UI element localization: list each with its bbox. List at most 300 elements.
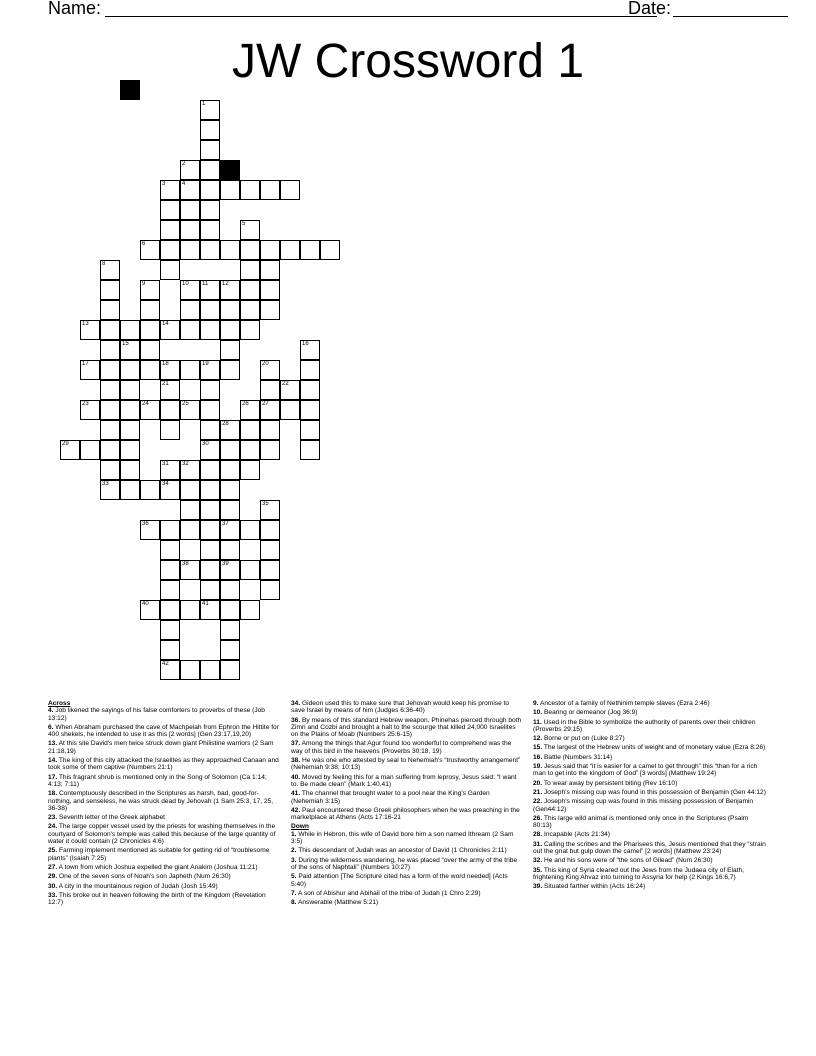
clue-text: The large copper vessel used by the priests for washing themselves in the courtyard of Solomon's temple was called this because of the large quantity of water it could contain (2 Chronicles 4:6) — [48, 823, 276, 846]
crossword-cell[interactable] — [160, 580, 180, 600]
crossword-cell[interactable] — [220, 340, 240, 360]
crossword-cell[interactable] — [260, 300, 280, 320]
clue-item — [48, 892, 280, 907]
crossword-cell[interactable] — [300, 240, 320, 260]
crossword-cell[interactable] — [200, 600, 220, 620]
clue-item — [533, 744, 768, 751]
crossword-cell[interactable] — [220, 540, 240, 560]
across-header: Across — [48, 700, 71, 707]
clue-item — [533, 763, 768, 778]
clue-text: This broke out in heaven following the birth of the Kingdom (Revelation 12:7) — [48, 891, 266, 907]
crossword-cell[interactable] — [180, 220, 200, 240]
clues-column-1 — [48, 700, 280, 908]
clue-item — [533, 754, 768, 761]
crossword-cell[interactable] — [100, 380, 120, 400]
crossword-cell[interactable] — [260, 180, 280, 200]
clue-text: A son of Abishur and Abihail of the tribe of Judah (1 Chro 2:29) — [296, 889, 481, 897]
crossword-cell[interactable] — [220, 480, 240, 500]
crossword-cell[interactable] — [180, 600, 200, 620]
clue-item — [291, 857, 523, 872]
crossword-cell[interactable] — [100, 340, 120, 360]
clue-number: 38. — [291, 757, 301, 765]
clue-text: He and his sons were of “the sons of Gilead” (Num 26:30) — [542, 857, 713, 865]
crossword-cell[interactable] — [220, 620, 240, 640]
clue-number: 39 — [222, 561, 229, 567]
crossword-cell[interactable] — [220, 360, 240, 380]
clue-item — [291, 831, 523, 846]
crossword-cell[interactable] — [220, 420, 240, 440]
crossword-cell[interactable] — [180, 280, 200, 300]
crossword-cell[interactable] — [200, 320, 220, 340]
crossword-cell[interactable] — [140, 480, 160, 500]
crossword-cell[interactable] — [200, 580, 220, 600]
clue-number: 42. — [291, 806, 301, 814]
crossword-cell[interactable] — [100, 460, 120, 480]
clue-item — [291, 873, 523, 888]
crossword-cell[interactable] — [160, 400, 180, 420]
clue-item — [48, 873, 280, 880]
crossword-cell[interactable] — [200, 500, 220, 520]
clue-number: 34 — [162, 481, 169, 487]
clue-number: 29 — [62, 441, 69, 447]
crossword-cell[interactable] — [240, 400, 260, 420]
crossword-cell[interactable] — [220, 600, 240, 620]
crossword-cell[interactable] — [100, 480, 120, 500]
clue-number: 21 — [162, 381, 169, 387]
crossword-cell[interactable] — [200, 540, 220, 560]
clue-number: 25 — [182, 401, 189, 407]
crossword-cell[interactable] — [320, 240, 340, 260]
crossword-cell[interactable] — [200, 140, 220, 160]
clue-number: 1 — [202, 101, 206, 107]
clue-number: 35 — [262, 501, 269, 507]
clue-item — [291, 847, 523, 854]
clue-number: 8 — [102, 261, 106, 267]
clue-number: 28 — [222, 421, 229, 427]
clue-number: 41 — [202, 601, 209, 607]
clue-text: Answerable (Matthew 5:21) — [296, 899, 379, 907]
crossword-cell[interactable] — [140, 340, 160, 360]
crossword-cell[interactable] — [260, 400, 280, 420]
crossword-cell[interactable] — [160, 320, 180, 340]
clue-number: 6 — [142, 241, 146, 247]
crossword-cell[interactable] — [200, 100, 220, 120]
crossword-cell[interactable] — [300, 340, 320, 360]
clue-number: 36. — [291, 716, 301, 724]
crossword-cell[interactable] — [200, 560, 220, 580]
clue-text: To wear away by persistent biting (Rev 16:10) — [542, 779, 678, 787]
crossword-cell[interactable] — [220, 580, 240, 600]
clue-item — [48, 740, 280, 755]
crossword-cell[interactable] — [80, 400, 100, 420]
crossword-cell[interactable] — [260, 520, 280, 540]
crossword-cell[interactable] — [180, 160, 200, 180]
crossword-cell[interactable] — [180, 560, 200, 580]
crossword-cell[interactable] — [120, 460, 140, 480]
crossword-cell[interactable] — [240, 460, 260, 480]
crossword-cell[interactable] — [100, 320, 120, 340]
crossword-cell[interactable] — [100, 280, 120, 300]
clue-text: The channel that brought water to a pool near the King's Garden (Nehemiah 3:15) — [291, 790, 490, 805]
crossword-cell[interactable] — [200, 160, 220, 180]
crossword-cell[interactable] — [80, 440, 100, 460]
clue-number: 12 — [222, 281, 229, 287]
clue-item — [48, 814, 280, 821]
clue-number: 8. — [291, 899, 297, 907]
crossword-cell[interactable] — [140, 320, 160, 340]
crossword-cell[interactable] — [140, 520, 160, 540]
crossword-cell[interactable] — [220, 520, 240, 540]
crossword-cell[interactable] — [260, 380, 280, 400]
crossword-cell[interactable] — [160, 200, 180, 220]
clue-item — [533, 841, 768, 856]
clue-item — [533, 789, 768, 796]
clue-item — [48, 847, 280, 862]
clue-number: 13. — [48, 740, 58, 748]
crossword-cell[interactable] — [260, 440, 280, 460]
clue-number: 32. — [533, 857, 543, 865]
clue-number: 6. — [48, 723, 54, 731]
clue-number: 16 — [302, 341, 309, 347]
clue-number: 38 — [182, 561, 189, 567]
crossword-cell[interactable] — [160, 420, 180, 440]
crossword-cell[interactable] — [220, 500, 240, 520]
crossword-cell[interactable] — [180, 500, 200, 520]
crossword-cell[interactable] — [120, 420, 140, 440]
clue-number: 14. — [48, 757, 58, 765]
crossword-cell[interactable] — [240, 600, 260, 620]
crossword-cell[interactable] — [100, 400, 120, 420]
clue-item — [291, 899, 523, 906]
crossword-cell[interactable] — [280, 240, 300, 260]
clue-text: The largest of the Hebrew units of weight and of monetary value (Ezra 8:26) — [542, 744, 766, 752]
crossword-cell[interactable] — [160, 520, 180, 540]
clue-number: 26 — [242, 401, 249, 407]
crossword-cell[interactable] — [160, 380, 180, 400]
clue-item — [291, 717, 523, 739]
black-square — [220, 160, 240, 180]
clue-item — [533, 798, 768, 813]
clue-number: 42 — [162, 661, 169, 667]
crossword-cell[interactable] — [180, 400, 200, 420]
crossword-cell[interactable] — [140, 300, 160, 320]
crossword-cell[interactable] — [200, 220, 220, 240]
clue-number: 18 — [162, 361, 169, 367]
crossword-cell[interactable] — [180, 460, 200, 480]
crossword-cell[interactable] — [240, 560, 260, 580]
crossword-cell[interactable] — [100, 420, 120, 440]
clue-number: 40 — [142, 601, 149, 607]
crossword-cell[interactable] — [260, 420, 280, 440]
clue-number: 15 — [122, 341, 129, 347]
clue-number: 35. — [533, 866, 543, 874]
clue-text: A city in the mountainous region of Judah (Josh 15:49) — [57, 882, 218, 890]
crossword-cell[interactable] — [180, 520, 200, 540]
clue-text: Gideon used this to make sure that Jehovah would keep his promise to save Israel by means of him (Judges 6:36-40) — [291, 700, 510, 715]
crossword-cell[interactable] — [100, 300, 120, 320]
crossword-cell[interactable] — [140, 600, 160, 620]
clue-text: This large wild animal is mentioned only once in the Scriptures (Psalm 80:13) — [533, 814, 749, 830]
clue-number: 30 — [202, 441, 209, 447]
clue-item — [533, 815, 768, 830]
crossword-cell[interactable] — [240, 420, 260, 440]
clue-item — [533, 857, 768, 864]
clue-item — [291, 700, 523, 715]
crossword-cell[interactable] — [220, 660, 240, 680]
crossword-cell[interactable] — [220, 640, 240, 660]
crossword-cell[interactable] — [220, 240, 240, 260]
crossword-cell[interactable] — [200, 660, 220, 680]
crossword-cell[interactable] — [200, 460, 220, 480]
crossword-cell[interactable] — [240, 220, 260, 240]
crossword-cell[interactable] — [240, 300, 260, 320]
crossword-cell[interactable] — [280, 380, 300, 400]
clue-text: Paul encountered these Greek philosophers when he was preaching in the marketplace at Athens (Acts 17:16-21 — [291, 806, 520, 822]
crossword-cell[interactable] — [220, 560, 240, 580]
clue-text: This fragrant shrub is mentioned only in the Song of Solomon (Ca 1:14; 4:13; 7:11) — [48, 773, 267, 788]
clues-column-2 — [291, 700, 523, 908]
crossword-cell[interactable] — [140, 280, 160, 300]
crossword-cell[interactable] — [220, 180, 240, 200]
clue-text: Farming implement mentioned as suitable for getting rid of “troublesome plants” (Isaiah 7:25) — [48, 847, 270, 862]
crossword-cell[interactable] — [200, 380, 220, 400]
clue-item — [533, 700, 768, 707]
crossword-cell[interactable] — [260, 580, 280, 600]
clue-number: 37 — [222, 521, 229, 527]
clue-text: Joseph's missing cup was found in this missing possession of Benjamin (Gen44:12) — [533, 798, 754, 813]
crossword-cell[interactable] — [140, 400, 160, 420]
crossword-cell[interactable] — [120, 380, 140, 400]
clue-number: 32 — [182, 461, 189, 467]
clue-item — [291, 890, 523, 897]
crossword-cell[interactable] — [200, 360, 220, 380]
crossword-cell[interactable] — [260, 560, 280, 580]
clue-item — [533, 780, 768, 787]
crossword-cell[interactable] — [180, 320, 200, 340]
crossword-cell[interactable] — [160, 540, 180, 560]
crossword-cell[interactable] — [260, 240, 280, 260]
clue-text: Contemptuously described in the Scriptures as harsh, bad, good-for-nothing, and senseless, he was struck dead by Jehovah (1 Sam 25:3, 17, 25, 36-38) — [48, 790, 274, 812]
clue-text: Situated farther within (Acts 16:24) — [542, 883, 646, 891]
clue-number: 5 — [242, 221, 246, 227]
crossword-cell[interactable] — [240, 440, 260, 460]
crossword-cell[interactable] — [300, 380, 320, 400]
clue-text: Among the things that Agur found too wonderful to comprehend was the way of this bird in the heavens (Proverbs 30:18, 19) — [291, 740, 512, 755]
clue-text: Incapable (Acts 21:34) — [542, 831, 610, 839]
clue-number: 4. — [48, 707, 54, 715]
crossword-cell[interactable] — [200, 120, 220, 140]
crossword-cell[interactable] — [180, 300, 200, 320]
down-header: Down — [291, 823, 309, 831]
crossword-cell[interactable] — [260, 260, 280, 280]
crossword-cell[interactable] — [280, 180, 300, 200]
clue-number: 1. — [291, 830, 297, 838]
crossword-cell[interactable] — [240, 240, 260, 260]
crossword-cell[interactable] — [100, 260, 120, 280]
clue-number: 21. — [533, 788, 543, 796]
crossword-cell[interactable] — [260, 280, 280, 300]
crossword-cell[interactable] — [300, 360, 320, 380]
crossword-cell[interactable] — [240, 320, 260, 340]
crossword-cell[interactable] — [160, 360, 180, 380]
clue-number: 7. — [291, 889, 297, 897]
clue-number: 40. — [291, 773, 301, 781]
clue-text: Ancestor of a family of Nethinim temple slaves (Ezra 2:46) — [538, 700, 710, 707]
clue-number: 2. — [291, 847, 297, 855]
crossword-cell[interactable] — [220, 320, 240, 340]
crossword-cell[interactable] — [220, 460, 240, 480]
clue-number: 25. — [48, 847, 58, 855]
clue-item — [291, 740, 523, 755]
clue-text: While in Hebron, this wife of David bore him a son named Ithream (2 Sam 3:5) — [291, 830, 514, 846]
clue-number: 12. — [533, 735, 543, 743]
crossword-cell[interactable] — [180, 200, 200, 220]
crossword-cell[interactable] — [220, 440, 240, 460]
clue-text: This descendant of Judah was an ancestor of David (1 Chronicles 2:11) — [296, 847, 507, 855]
clue-number: 23 — [82, 401, 89, 407]
crossword-cell[interactable] — [140, 240, 160, 260]
crossword-cell[interactable] — [180, 660, 200, 680]
crossword-cell[interactable] — [180, 480, 200, 500]
crossword-cell[interactable] — [100, 360, 120, 380]
crossword-cell[interactable] — [100, 440, 120, 460]
crossword-cell[interactable] — [300, 440, 320, 460]
crossword-cell[interactable] — [240, 260, 260, 280]
crossword-cell[interactable] — [120, 480, 140, 500]
clue-number: 14 — [162, 321, 169, 327]
crossword-cell[interactable] — [260, 500, 280, 520]
clue-number: 17. — [48, 773, 58, 781]
clue-number: 10. — [533, 709, 543, 717]
clue-number: 24. — [48, 823, 58, 831]
clue-number: 22 — [282, 381, 289, 387]
crossword-cell[interactable] — [220, 280, 240, 300]
crossword-cell[interactable] — [240, 280, 260, 300]
clue-number: 15. — [533, 744, 543, 752]
clue-text: Joseph's missing cup was found in this possession of Benjamin (Gen 44:12) — [542, 788, 766, 796]
clue-number: 5. — [291, 873, 297, 881]
crossword-cell[interactable] — [180, 360, 200, 380]
crossword-cell[interactable] — [160, 260, 180, 280]
clue-item — [291, 757, 523, 772]
clue-number: 36 — [142, 521, 149, 527]
crossword-cell[interactable] — [160, 220, 180, 240]
clue-text: Seventh letter of the Greek alphabet — [57, 814, 165, 822]
clue-number: 30. — [48, 882, 58, 890]
crossword-cell[interactable] — [200, 520, 220, 540]
crossword-cell[interactable] — [120, 440, 140, 460]
clue-item — [291, 807, 523, 822]
crossword-cell[interactable] — [120, 320, 140, 340]
clue-text: One of the seven sons of Noah's son Japheth (Num 26:30) — [57, 873, 231, 881]
clue-text: Battle (Numbers 31:14) — [542, 753, 613, 761]
down-clue-list — [291, 831, 523, 907]
clue-item — [533, 709, 768, 716]
clue-number: 11. — [533, 718, 542, 726]
clue-number: 31. — [533, 840, 543, 848]
crossword-cell[interactable] — [180, 240, 200, 260]
clue-text: He was one who attested by seal to Nehemiah's “trustworthy arrangement” (Nehemiah 9:38; 10:13) — [291, 757, 521, 772]
clue-item — [533, 883, 768, 890]
clue-item — [533, 831, 768, 838]
clue-number: 3. — [291, 856, 297, 864]
clue-number: 22. — [533, 798, 543, 806]
crossword-cell[interactable] — [160, 480, 180, 500]
clue-text: Bearing or demeanor (Jog 36:9) — [542, 709, 638, 717]
clue-number: 13 — [82, 321, 89, 327]
clue-text: Used in the Bible to symbolize the authority of parents over their children (Proverbs 29:15) — [533, 718, 756, 733]
crossword-cell[interactable] — [160, 560, 180, 580]
black-square — [120, 80, 140, 100]
clue-number: 24 — [142, 401, 149, 407]
crossword-cell[interactable] — [200, 440, 220, 460]
crossword-cell[interactable] — [160, 640, 180, 660]
clue-number: 4 — [182, 181, 186, 187]
clue-number: 10 — [182, 281, 189, 287]
crossword-cell[interactable] — [180, 180, 200, 200]
clue-number: 31 — [162, 461, 169, 467]
crossword-cell[interactable] — [300, 420, 320, 440]
clue-number: 18. — [48, 790, 58, 798]
clue-number: 39. — [533, 883, 543, 891]
crossword-cell[interactable] — [200, 280, 220, 300]
crossword-cell[interactable] — [260, 360, 280, 380]
crossword-cell[interactable] — [200, 180, 220, 200]
clue-item — [48, 724, 280, 739]
clue-item — [48, 790, 280, 812]
crossword-cell[interactable] — [120, 400, 140, 420]
crossword-cell[interactable] — [80, 360, 100, 380]
clue-number: 9 — [142, 281, 146, 287]
clue-number: 23. — [48, 814, 58, 822]
crossword-cell[interactable] — [240, 520, 260, 540]
crossword-cell[interactable] — [200, 400, 220, 420]
crossword-cell[interactable] — [160, 240, 180, 260]
crossword-cell[interactable] — [160, 620, 180, 640]
clue-item — [48, 864, 280, 871]
clue-text: When Abraham purchased the cave of Machpelah from Ephron the Hittite for 400 shekels, he intended to use it as this [2 words] (Gen 23:17,19,20) — [48, 723, 279, 739]
crossword-cell[interactable] — [280, 400, 300, 420]
across-clue-list-continued — [291, 700, 523, 821]
clue-text: During the wilderness wandering, he was placed “over the army of the tribe of the sons of Naphtali” (Numbers 10:27) — [291, 856, 518, 871]
crossword-cell[interactable] — [220, 300, 240, 320]
crossword-cell[interactable] — [200, 240, 220, 260]
crossword-cell[interactable] — [140, 360, 160, 380]
crossword-cell[interactable] — [260, 540, 280, 560]
crossword-cell[interactable] — [80, 320, 100, 340]
clue-item — [48, 823, 280, 845]
crossword-cell[interactable] — [160, 180, 180, 200]
crossword-cell[interactable] — [60, 440, 80, 460]
clue-number: 9. — [533, 700, 539, 707]
clue-number: 2 — [182, 161, 186, 167]
crossword-cell[interactable] — [120, 340, 140, 360]
crossword-cell[interactable] — [120, 360, 140, 380]
crossword-cell[interactable] — [160, 460, 180, 480]
crossword-cell[interactable] — [200, 300, 220, 320]
crossword-cell[interactable] — [160, 600, 180, 620]
clue-number: 41. — [291, 790, 301, 798]
crossword-cell[interactable] — [200, 420, 220, 440]
crossword-cell[interactable] — [200, 480, 220, 500]
crossword-cell[interactable] — [160, 660, 180, 680]
crossword-cell[interactable] — [240, 180, 260, 200]
crossword-cell[interactable] — [300, 400, 320, 420]
clue-text: At this site David's men twice struck down giant Philistine warriors (2 Sam 21:18,19) — [48, 740, 274, 755]
crossword-cell[interactable] — [200, 200, 220, 220]
clue-text: Jesus said that “it is easier for a camel to get through” this “than for a rich man to get into the kingdom of God” [3 words] (Matthew 19:24) — [533, 763, 758, 778]
clue-number: 16. — [533, 753, 543, 761]
